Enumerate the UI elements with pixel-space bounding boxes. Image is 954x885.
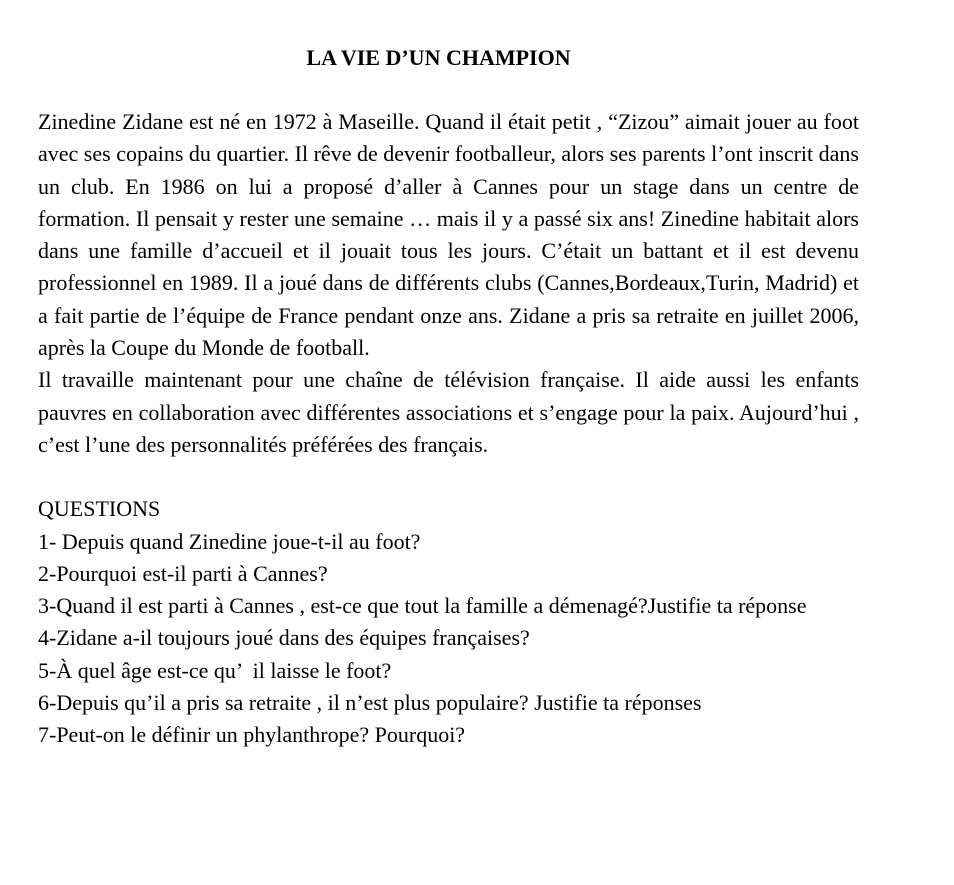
questions-heading: QUESTIONS [38,496,161,522]
spacer [38,74,859,106]
document-page [38,42,859,752]
paragraph-today: Il travaille maintenant pour une chaîne de télévision française. Il aide aussi les enfants pauvres en collaboration avec différentes associations et s’engage pour la paix. Aujourd’hui , c’est l’une des personnalités préférées des français. [38,367,859,457]
question-item: 5-À quel âge est-ce qu’ il laisse le foot? [38,657,392,683]
question-item: 6-Depuis qu’il a pris sa retraite , il n’est plus populaire? Justifie ta réponses [38,690,702,716]
question-item: 1- Depuis quand Zinedine joue-t-il au foot? [38,528,421,554]
document-title: LA VIE D’UN CHAMPION [306,45,571,70]
question-item: 2-Pourquoi est-il parti à Cannes? [38,560,328,586]
spacer [38,461,859,493]
question-item: 3-Quand il est parti à Cannes , est-ce que tout la famille a démenagé?Justifie ta réponse [38,593,807,619]
question-item: 7-Peut-on le définir un phylanthrope? Pourquoi? [38,722,466,748]
question-item: 4-Zidane a-il toujours joué dans des équipes françaises? [38,625,530,651]
paragraph-biography: Zinedine Zidane est né en 1972 à Maseille. Quand il était petit , “Zizou” aimait jouer au foot avec ses copains du quartier. Il rêve de devenir footballeur, alors ses parents l’ont inscrit dans un club. En 1986 on lui a proposé d’aller à Cannes pour un stage dans un centre de formation. Il pensait y rester une semaine … mais il y a passé six ans! Zinedine habitait alors dans une famille d’accueil et il jouait tous les jours. C’était un battant et il est devenu professionnel en 1989. Il a joué dans de différents clubs (Cannes,Bordeaux,Turin, Madrid) et a fait partie de l’équipe de France pendant onze ans. Zidane a pris sa retraite en juillet 2006, après la Coupe du Monde de football. [38,109,859,361]
